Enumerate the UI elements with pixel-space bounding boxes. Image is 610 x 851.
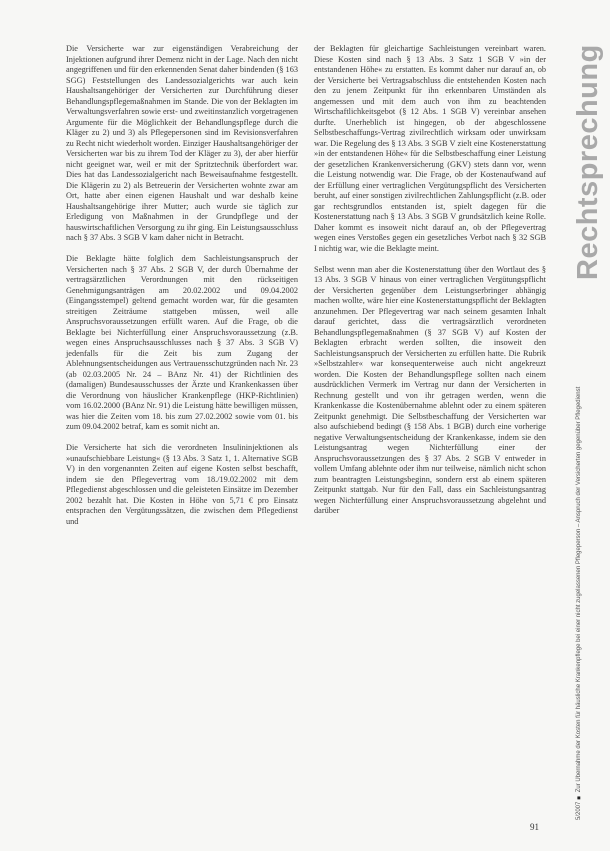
running-head-vertical xyxy=(573,300,585,820)
paragraph: Die Versicherte war zur eigenständigen Verabreichung der Injektionen aufgrund ihrer Demenz nicht in der Lage. Nach den nicht angegriffenen und für den erkennenden Senat daher bindenden (§ 163 SGG) Feststellungen des Landessozialgerichts war auch kein Haushaltsangehöriger der Versicherten zur Durchführung dieser Behandlungspflegemaßnahmen im Stande. Die von der Beklagten im Verwaltungsverfahren sowie erst- und zweitinstanzlich vorgetragenen Argumente für die Möglichkeit der Behandlungspflege durch die Kläger zu 2) und 3) als Pflegepersonen sind im Revisionsverfahren zu Recht nicht wiederholt worden. Einziger Haushaltsangehöriger der Versicherten war bis zu ihrem Tod der Kläger zu 3), der aber hierfür nicht geeignet war, weil er mit der Spritztechnik überfordert war. Dies hat das Landessozialgericht nach Beweisaufnahme festgestellt. Die Klägerin zu 2) als Betreuerin der Versicherten wohnte zwar am Ort, hatte aber einen eigenen Haushalt und war deshalb keine Haushaltsangehörige ihrer Mutter; auch wurde sie täglich zur Erledigung von Maßnahmen in der Grundpflege und der hauswirtschaftlichen Versorgung zu ihr ging. Ein Leistungsausschluss nach § 37 Abs. 3 SGB V kam daher nicht in Betracht. xyxy=(66,44,298,242)
section-title-vertical: Rechtsprechung xyxy=(572,44,604,280)
square-marker-icon: ■ xyxy=(576,793,582,800)
text-column-right xyxy=(314,44,546,527)
text-column-left xyxy=(66,44,298,538)
page-number: 91 xyxy=(530,822,539,832)
running-head-text: Zur Übernahme der Kosten für häusliche Krankenpflege bei einer nicht zugelassenen Pflegeperson – Anspruch der Versicherten gegenüber Pflegedienst xyxy=(576,386,582,793)
paragraph: Die Versicherte hat sich die verordneten Insulininjektionen als »unaufschiebbare Leistung« (§ 13 Abs. 3 Satz 1, 1. Alternative SGB V) in den vorgenannten Zeiten auf eigene Kosten selbst beschafft, indem sie den Pflegevertrag vom 18./19.02.2002 mit dem Pflegedienst abgeschlossen und die geleisteten Einsätze im Dezember 2002 bezahlt hat. Die Kosten in Höhe von 5,71 € pro Einsatz entsprachen den Vergütungssätzen, die zwischen dem Pflegedienst und xyxy=(66,443,299,526)
issue-label: 5/2007 xyxy=(576,801,582,820)
paragraph: der Beklagten für gleichartige Sachleistungen vereinbart waren. Diese Kosten sind nach § 13 Abs. 3 Satz 1 SGB V »in der entstandenen Höhe« zu erstatten. Es kommt daher nur darauf an, ob der Versicherte bei Vertragsabschluss die entstehenden Kosten nach den zu jenem Zeitpunkt für ihn erkennbaren Umständen als angemessen und mit dem auch von ihm zu beachtenden Wirtschaftlichkeitsgebot (§ 12 Abs. 1 SGB V) vereinbar ansehen durfte. Unerheblich ist hingegen, ob der abgeschlossene Selbstbeschaffungs-Vertrag zivilrechtlich wirksam oder unwirksam war. Die Regelung des § 13 Abs. 3 SGB V zielt eine Kostenerstattung »in der entstandenen Höhe« für die Selbstbeschaffung einer Leistung der gesetzlichen Krankenversicherung (GKV) stets dann vor, wenn die Leistung notwendig war. Die Frage, ob der Kostenaufwand auf der Erfüllung einer vertraglichen Vergütungspflicht des Versicherten beruht, auf einer sonstigen zivilrechtlichen Zahlungspflicht (z.B. oder gar rechtsgrundlos entstanden ist, spielt dagegen für die Kostenerstattung nach § 13 Abs. 3 SGB V grundsätzlich keine Rolle. Daher kommt es insoweit nicht darauf an, ob der Pflegevertrag wegen eines Verstoßes gegen ein gesetzliches Verbot nach § 32 SGB I nichtig war, wie die Beklagte meint. xyxy=(314,44,546,253)
paragraph: Die Beklagte hätte folglich dem Sachleistungsanspruch der Versicherten nach § 37 Abs. 2 SGB V, der durch Übernahme der vertragsärztlichen Verordnungen mit den rückseitigen Genehmigungsanträgen am 20.02.2002 und 09.04.2002 (Eingangsstempel) geltend gemacht worden war, für die gesamten streitigen Zeiträume stattgeben müssen, weil alle Anspruchsvoraussetzungen erfüllt waren. Auf die Frage, ob die Beklagte bei Nichterfüllung einer Anspruchsvoraussetzung (z.B. wegen eines Anspruchsausschlusses nach § 37 Abs. 3 SGB V) jedenfalls für die Zeit bis zum Zugang der Ablehnungsentscheidungen aus Vertrauensschutzgründen nach Nr. 23 (ab 02.03.2005 Nr. 24 – BAnz Nr. 41) der Richtlinien des (damaligen) Bundesausschusses der Ärzte und Krankenkassen über die Verordnung von häuslicher Krankenpflege (HKP-Richtlinien) vom 16.02.2000 (BAnz Nr. 91) die Leistung hätte bewilligen müssen, was hier die Zeiten vom 18. bis zum 27.02.2002 sowie vom 01. bis zum 09.04.2002 betraf, kam es somit nicht an. xyxy=(66,254,298,431)
paragraph: Selbst wenn man aber die Kostenerstattung über den Wortlaut des § 13 Abs. 3 SGB V hinaus von einer vertraglichen Vergütungspflicht der Versicherten gegenüber dem Leistungserbringer abhängig machen wollte, wäre hier eine Kostenerstattungspflicht der Beklagten anzunehmen. Der Pflegevertrag war nach seinem gesamten Inhalt darauf gerichtet, dass die vertragsärztlich verordneten Behandlungspflegemaßnahmen (§ 37 SGB V) auf Kosten der Beklagten erbracht werden sollten, die insoweit den Sachleistungsanspruch der Versicherten zu erfüllen hatte. Die Rubrik »Selbstzahler« war konsequenterweise auch nicht angekreuzt worden. Die Kosten der Behandlungspflege sollten nach einem ausdrücklichen Vermerk im Vertrag nur dann der Versicherten in Rechnung gestellt und von ihr getragen werden, wenn die Krankenkasse die Kostenübernahme ablehnt oder zu einem späteren Zeitpunkt genehmigt. Die Selbstbeschaffung der Versicherten war also aufschiebend bedingt (§ 158 Abs. 1 BGB) durch eine vorherige negative Verwaltungsentscheidung der Krankenkasse, indem sie den Leistungsantrag wegen Nichterfüllung einer der Anspruchsvoraussetzungen des § 37 Abs. 2 SGB V entweder in vollem Umfang ablehnte oder ihm nur teilweise, nämlich nicht schon zum beantragten Leistungsbeginn, sondern erst ab einem späteren Zeitpunkt stattgab. Nur für den Fall, dass ein Sachleistungsantrag wegen Nichterfüllung einer Anspruchsvoraussetzung abgelehnt und darüber xyxy=(314,264,546,515)
